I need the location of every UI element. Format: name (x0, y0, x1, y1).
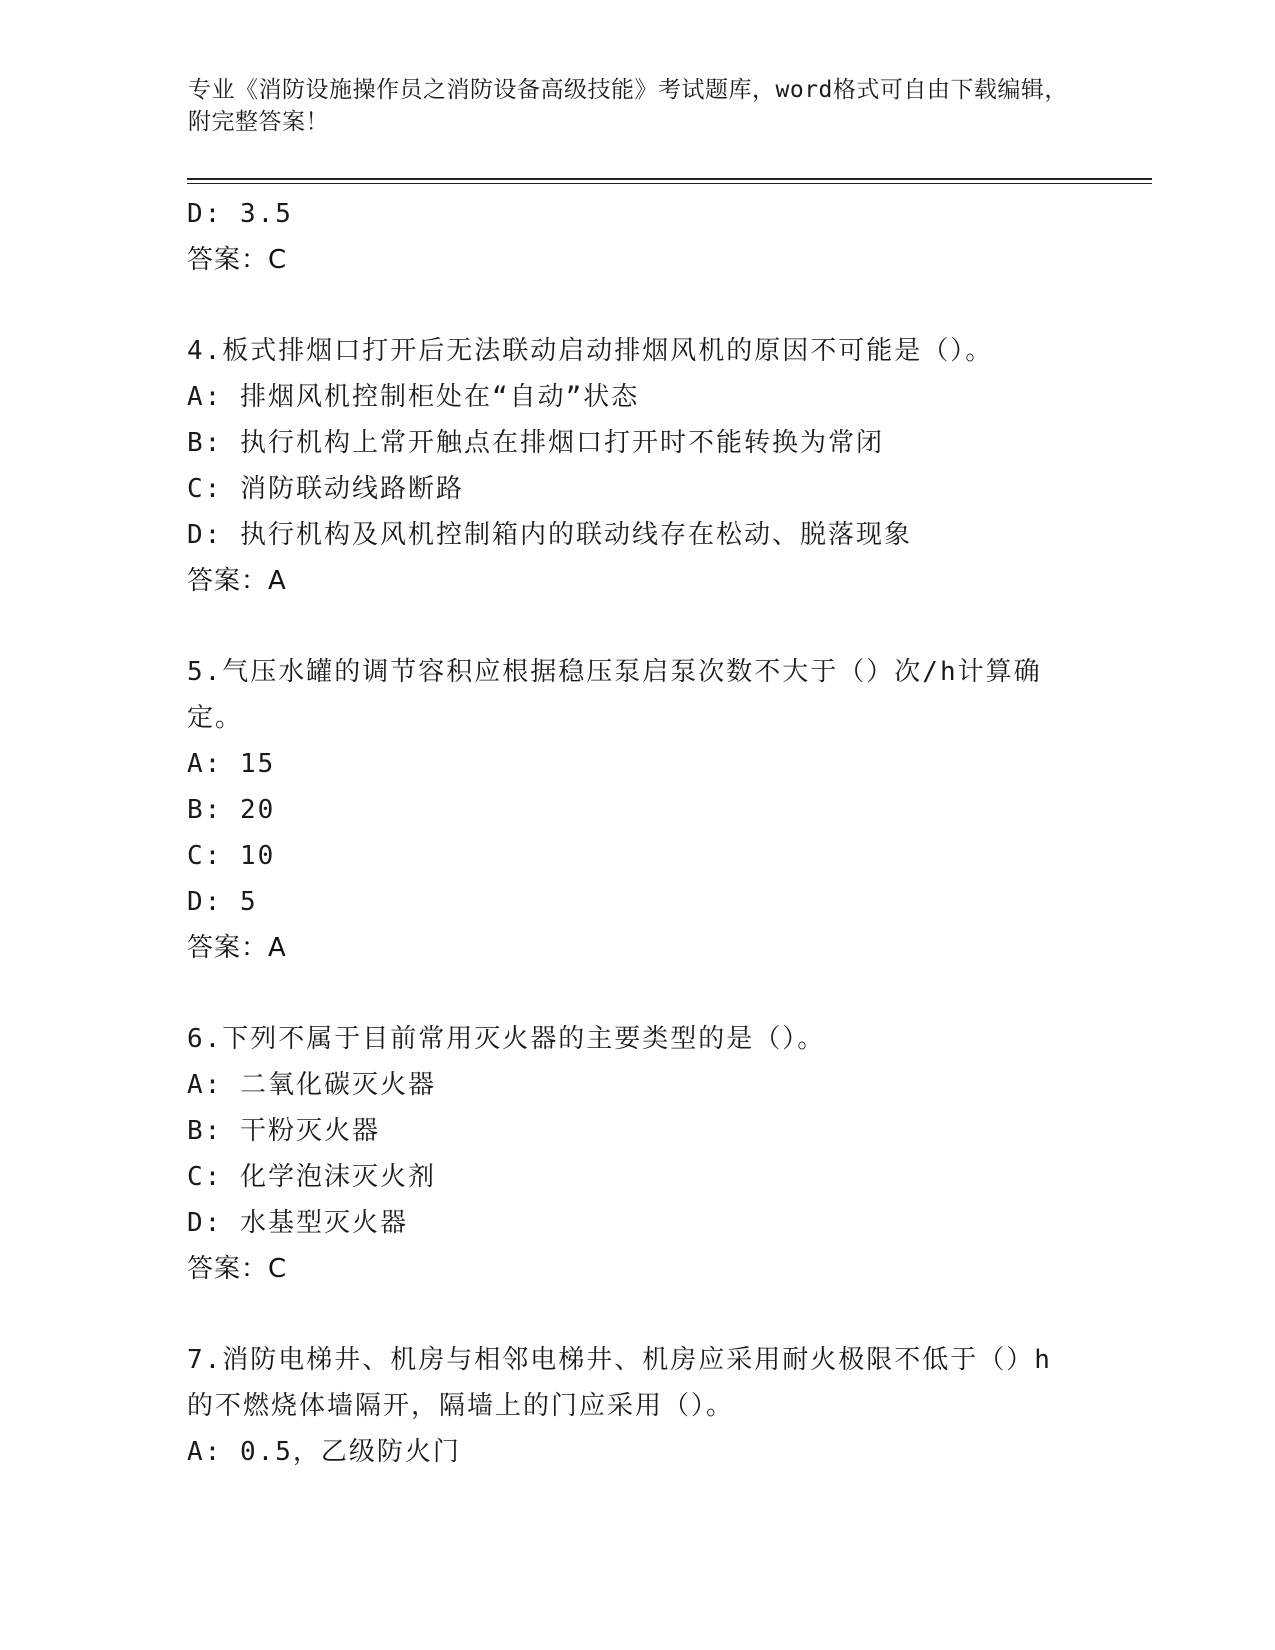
question-stem: 7.消防电梯井、机房与相邻电梯井、机房应采用耐火极限不低于（）h的不燃烧体墙隔开，隔墙上的门应采用（）。 (187, 1345, 1052, 1421)
option-a: A: 0.5，乙级防火门 (187, 1437, 461, 1467)
option-a: A: 15 (187, 749, 276, 779)
question-block (187, 1016, 1087, 1292)
option-c: C: 化学泡沫灭火剂 (187, 1162, 436, 1192)
question-block (187, 649, 1087, 971)
spacer (187, 283, 1087, 328)
answer: 答案：C (187, 245, 288, 275)
spacer (187, 604, 1087, 649)
question-stem: 4.板式排烟口打开后无法联动启动排烟风机的原因不可能是（）。 (187, 336, 994, 366)
question-block (187, 1337, 1087, 1475)
option-c: C: 消防联动线路断路 (187, 474, 464, 504)
option-d: D: 水基型灭火器 (187, 1208, 408, 1238)
option-a: A: 二氧化碳灭火器 (187, 1070, 436, 1100)
option-d: D: 3.5 (187, 199, 293, 229)
option-a: A: 排烟风机控制柜处在“自动”状态 (187, 382, 640, 412)
option-b: B: 20 (187, 795, 276, 825)
option-b: B: 执行机构上常开触点在排烟口打开时不能转换为常闭 (187, 428, 884, 458)
document-header: 专业《消防设施操作员之消防设备高级技能》考试题库，word格式可自由下载编辑，附完整答案！ (188, 77, 1068, 135)
option-d: D: 执行机构及风机控制箱内的联动线存在松动、脱落现象 (187, 520, 912, 550)
option-b: B: 干粉灭火器 (187, 1116, 380, 1146)
document-body (187, 191, 1087, 1475)
answer: 答案：C (187, 1254, 288, 1284)
answer: 答案：A (187, 933, 287, 963)
answer: 答案：A (187, 566, 287, 596)
header-rule-thin (187, 183, 1152, 184)
option-d: D: 5 (187, 887, 258, 917)
spacer (187, 1292, 1087, 1337)
header-rule-thick (187, 178, 1152, 180)
option-c: C: 10 (187, 841, 276, 871)
question-block (187, 328, 1087, 604)
spacer (187, 971, 1087, 1016)
question-stem: 6.下列不属于目前常用灭火器的主要类型的是（）。 (187, 1024, 826, 1054)
question-stem: 5.气压水罐的调节容积应根据稳压泵启泵次数不大于（）次/h计算确定。 (187, 657, 1042, 733)
